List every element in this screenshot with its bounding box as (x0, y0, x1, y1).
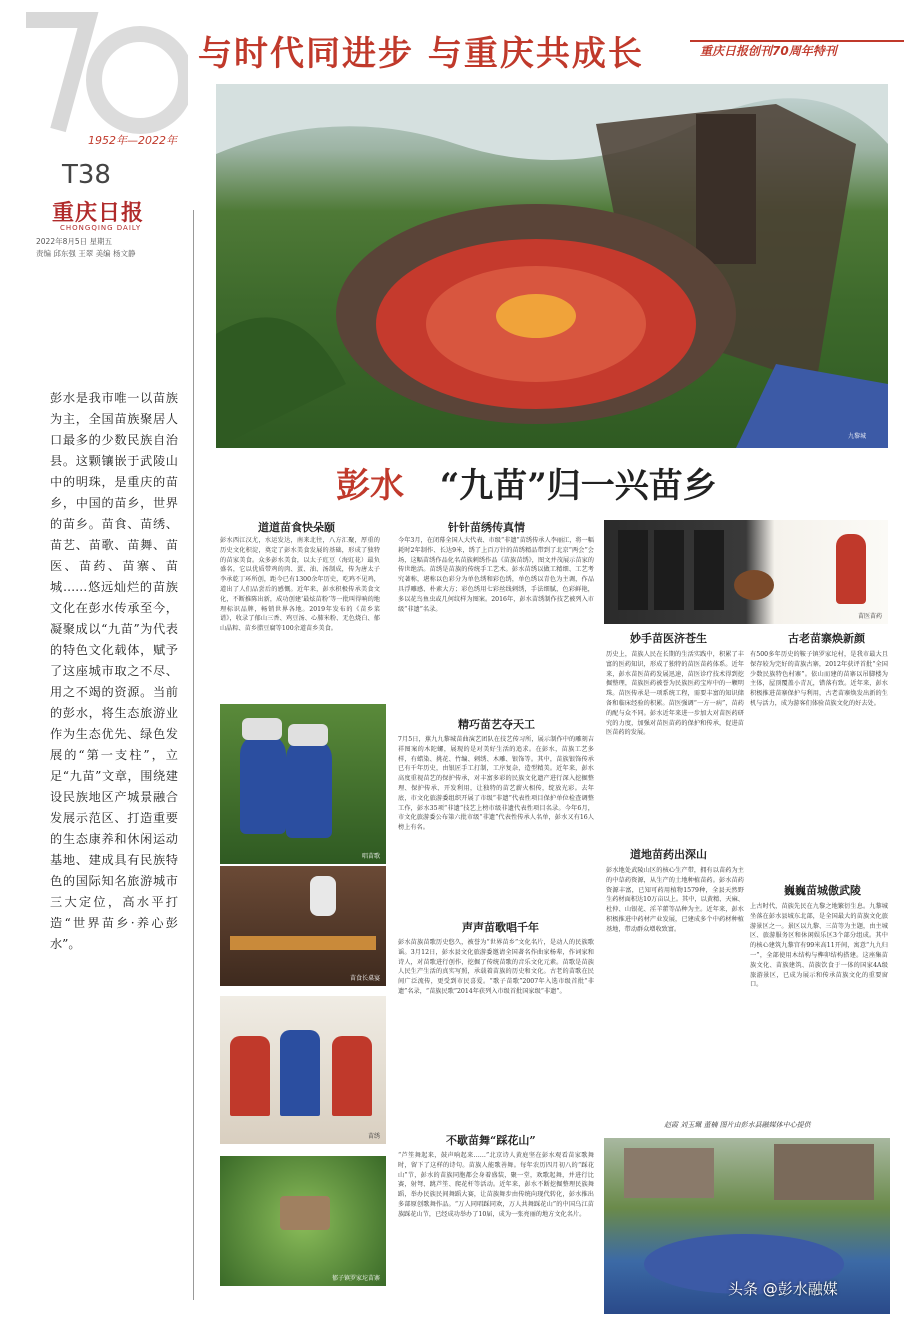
photo-singing (220, 704, 386, 864)
caption-embroidery: 苗绣 (367, 1133, 380, 1140)
years-text: 1952年—2022年 (88, 134, 177, 147)
section-text: “芦笙舞起来，鼓声响起来……”北京诗人黄庭坚在彭水观看苗家歌舞时，留下了这样的诗句。苗族人能歌善舞。每年农历四月初八的“踩花山”节，彭水的苗族同胞都会身着盛装，聚一堂，欢歌起舞，并进行比赛，射弩、跳芦笙、爬花杆等活动。近年来，彭水不断挖掘整理民族舞蹈，举办民族民间舞蹈大赛，让苗族舞步由传统向现代转化，彭水推出多部原创歌舞作品。“万人同唱踩同欢，万人共舞踩花山”的中国乌江苗族踩花山节，已经成功举办了10届，成为一张亮丽的地方文化名片。 (398, 1152, 594, 1218)
editors-text: 责编 邱东强 王翠 美编 杨文静 (36, 249, 136, 258)
photo-feast (220, 866, 386, 986)
date-text: 2022年8月5日 星期五 (36, 237, 113, 246)
section-heading: 不歇苗舞“踩花山” (446, 1134, 536, 1147)
headline-part1: 彭水 (336, 466, 404, 506)
paper-logo: 重庆日报 (52, 200, 145, 226)
caption-village: 郁子镇罗家坨苗寨 (331, 1275, 380, 1282)
headline (336, 458, 717, 507)
masthead-subtitle: 重庆日报创刊70周年特刊 (700, 44, 837, 58)
section-heading: 精巧苗艺夺天工 (458, 718, 535, 731)
section-text: 彭水西江汉尤，水运发达，南来北往，八方汇聚，厚重的历史文化积淀，奠定了彭水美食发展的基础，形成了独特的苗家美食。众多彭水美食，以太子豇豆（海豇花）最负盛名，它以优质带鸡的肉、蛋、油、汤制成，传为唐太子李承乾丁环所创，距今已有1300余年历史，吃鸡不见鸡，道出了人们品尝后的感慨。近年来，彭水积极传承美食文化，不断推陈出新，成功创建‘最炫苗粉’等一批叫得响的地理标识品牌，畅销世界各地。2019年发布的《苗乡菜谱》，收录了郁山三香、鸡豆汤、心肺米粉、无色烧白、郁山晶粽、苗乡腊豆腐等100余道苗乡美食。 (220, 537, 380, 633)
headline-part2: “九苗”归一兴苗乡 (439, 466, 717, 506)
photo-credit: 赵霞 刘玉珮 董楠 图片由彭水县融媒体中心提供 (664, 1121, 811, 1129)
section-heading: 妙手苗医济苍生 (630, 632, 707, 645)
section-heading: 巍巍苗城傲武陵 (784, 884, 861, 897)
photo-embroidery (220, 996, 386, 1144)
section-text: 彭水苗族苗歌历史悠久，被誉为“世界苗乡”文化名片，是动人的民族歌谣。3月12日，彭水县文化旅游委邀请全国著名作曲家杨辈，作词家和诗人，对苗歌进行创作，挖掘了传统苗歌的音乐文化元素。苗歌是苗族人民生产生活的真实写照，承载着苗族的历史和文化。古老的苗歌在民间广泛流传，更受到市民喜爱。“歌子苗歌”2007年入选市级首批“非遗”名录，“苗族民歌”2014年获列入市级首批国家级“非遗”。 (398, 939, 594, 995)
column-divider (193, 210, 194, 1300)
section-text: 彭水地处武陵山区的核心生产带，拥有以苗药为主的中草药资源，从生产的土地种植苗药。彭水苗药资源丰富，已知可药用植物1579种，全县天然野生药材面积达10万亩以上。其中，以黄精、天麻、杜仲、山银花、淫羊藿等品种为主。近年来，彭水积极推进中药材产业发展，已建成多个中药材种植基地，带动群众增收致富。 (606, 867, 744, 933)
paper-logo-en: CHONGQING DAILY (60, 224, 142, 232)
caption-medicine: 苗医苗药 (857, 613, 882, 620)
section-heading: 声声苗歌唱千年 (462, 921, 539, 934)
hero-caption: 九黎城 (847, 433, 866, 440)
section-heading: 针针苗绣传真情 (448, 521, 525, 534)
hero-photo-jiuli-city (216, 84, 888, 448)
section-text: 有500多年历史的鞍子镇罗家坨村，是我市最大且保存较为完好的苗族古寨，2012年获评首批“全国少数民族特色村寨”。依山而建的苗寨以吊脚楼为主体，屋顶覆盖小青瓦，错落有致。近年来，彭水积极推进苗寨保护与利用，古老苗寨焕发出新的生机与活力，成为游客们体验苗族文化的好去处。 (750, 651, 888, 707)
masthead-banner: 与时代同进步 与重庆共成长 (198, 34, 644, 74)
watermark: 头条 @彭水融媒 (728, 1280, 838, 1298)
photo-village (220, 1156, 386, 1286)
caption-feast: 苗食长桌宴 (349, 975, 380, 982)
section-text: 历史上，苗族人民在长期的生活实践中，积累了丰富的医药知识，形成了独特的苗医苗药体系。近年来，彭水苗医苗药发展迅速，苗医诊疗技术得到挖掘整理，苗族医药被誉为民族医药宝库中的一颗明珠。苗医传承是一项系统工程，需要丰富的知识储备和临床经验的积累。苗医强调“一方一病”，苗药的配与众不同。彭水近年来进一步加大对苗医药研究的力度，加强对苗医苗药的保护和传承，促进苗医苗药的发展。 (606, 651, 744, 737)
section-text: 7月5日，蕉九九黎城苗曲演艺团队在技艺传习所，展示制作中的雕刻吉祥图案的木陀螺，展现的是对美好生活的追求。在彭水，苗族工艺多样，有蜡染、挑花、竹编、刺绣、木雕、银饰等。其中，苗族银饰传承已有千年历史，由银匠手工打制，工序复杂，造型精美。近年来，彭水高度重视苗艺的保护传承，对丰富多彩的民族文化遗产进行深入挖掘整理、保护传承、开发利用，让独特的苗艺薪火相传，绽放光彩。去年底，市文化旅游委组织开展了市级“非遗”代表性项目保护单位检查调整工作，彭水35项“非遗”技艺上榜市级非遗代表性项目名录。今年6月，市文化旅游委公布第六批市级“非遗”代表性传承人名单，彭水又有16人榜上有名。 (398, 736, 594, 832)
section-text: 今年3月，在闭幕全国人大代表、市级“非遗”苗绣传承人李丽江，将一幅耗时2年制作、长达9米，绣了上百万针的苗绣精品带到了北京“两会”会场，这幅苗绣作品化名苗族刺绣作品《苗族苗绣》，图文并茂展示苗家的传世绝活。苗绣是苗族的传统手工艺术。彭水苗绣以做工精细、工艺考究著称，堪称以色彩分为单色绣和彩色绣，单色绣以青色为主调，作品具浮雕感、朴素大方；彩色绣用七彩丝线刺绣，手法细腻，色彩鲜艳，多以花鸟鱼虫或几何纹样为图案。2016年，彭水苗绣制作技艺被列入市级“非遗”名录。 (398, 537, 594, 613)
photo-medicine (604, 520, 888, 624)
section-text: 上古时代，苗族先民在九黎之地繁衍生息。九黎城坐落在彭水县城东北部，是全国最大的苗族文化旅游景区之一。景区以九黎、三苗等为主题，由主城区、旅游服务区和休闲娱乐区3个部分组成。其中的核心建筑九黎宫有99米高11开间，寓意“九九归一”，全部使用木结构与榫卯结构搭建。这座集苗族文化、苗族建筑、苗族饮食于一体的国家4A级旅游景区，已成为展示和传承苗族文化的重要窗口。 (750, 903, 888, 989)
section-heading: 道道苗食快朵颐 (258, 521, 335, 534)
section-heading: 古老苗寨焕新颜 (788, 632, 865, 645)
seventy-anniversary-logo (18, 10, 188, 160)
caption-singing: 唱苗歌 (361, 853, 380, 860)
page-number: T38 (62, 160, 111, 190)
section-heading: 道地苗药出深山 (630, 848, 707, 861)
dateline (36, 236, 186, 260)
intro-text: 彭水是我市唯一以苗族为主，全国苗族聚居人口最多的少数民族自治县。这颗镶嵌于武陵山中的明珠，是重庆的苗乡，中国的苗乡，世界的苗乡。苗食、苗绣、苗艺、苗歌、苗舞、苗医、苗药、苗寨、苗城……悠远灿烂的苗族文化在彭水传承至今，凝聚成以“九苗”为代表的特色文化载体，赋予了这座城市取之不尽、用之不竭的资源。当前的彭水，将生态旅游业作为生态优先、绿色发展的“第一支柱”，立足“九苗”文章，围绕建设民族地区产城景融合发展示范区、打造重要的生态康养和休闲运动基地、建成具有民族特色的国际知名旅游城市三大定位，高水平打造“世界苗乡·养心彭水”。 (50, 391, 178, 951)
